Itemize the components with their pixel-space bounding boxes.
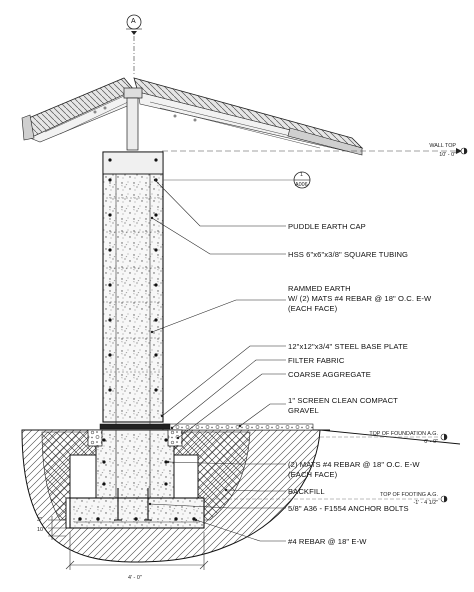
coarse-aggregate-right bbox=[168, 430, 182, 446]
puddle-earth-cap bbox=[103, 152, 163, 174]
note-hss-tubing: HSS 6"x6"x3/8" SQUARE TUBING bbox=[288, 250, 409, 259]
note-rebar-18: #4 REBAR @ 18" E-W bbox=[288, 537, 367, 546]
footing-level-label: TOP OF FOOTING A.G. bbox=[380, 492, 438, 498]
steel-base-plate bbox=[100, 424, 170, 429]
footing-body bbox=[70, 498, 204, 528]
wall-top-level-marker bbox=[461, 148, 467, 154]
note-anchor-bolts: 5/8" A36 - F1554 ANCHOR BOLTS bbox=[288, 504, 409, 513]
rammed-earth-column bbox=[103, 152, 163, 428]
wall-top-value: 10' - 0" bbox=[439, 152, 456, 158]
roof-right-slope bbox=[134, 78, 362, 148]
section-marker-letter: A bbox=[131, 18, 136, 25]
note-rammed-earth-line1: RAMMED EARTH bbox=[288, 284, 351, 293]
roof-assembly bbox=[22, 78, 362, 155]
note-mats-rebar-line1: (2) MATS #4 REBAR @ 18" O.C. E-W bbox=[288, 460, 420, 469]
note-gravel-line1: 1" SCREEN CLEAN COMPACT bbox=[288, 396, 398, 405]
note-base-plate: 12"x12"x3/4" STEEL BASE PLATE bbox=[288, 342, 408, 351]
detail-callout bbox=[163, 172, 310, 188]
gravel-strip bbox=[163, 424, 313, 430]
note-mats-rebar-line2: (EACH FACE) bbox=[288, 470, 338, 479]
wall-top-label: WALL TOP bbox=[429, 143, 456, 149]
note-filter-fabric: FILTER FABRIC bbox=[288, 356, 345, 365]
note-gravel-line2: GRAVEL bbox=[288, 406, 319, 415]
stem-wall bbox=[96, 430, 174, 498]
note-rammed-earth-line2: W/ (2) MATS #4 REBAR @ 18" O.C. E-W bbox=[288, 294, 432, 303]
foundation-stem bbox=[88, 424, 182, 505]
callout-number: 1 bbox=[300, 172, 303, 178]
column-body bbox=[103, 152, 163, 422]
foundation-level-value: 0' - 0" bbox=[424, 439, 438, 445]
note-coarse-aggregate: COARSE AGGREGATE bbox=[288, 370, 371, 379]
footing-level-value: -1' - 4 1/2" bbox=[413, 500, 438, 506]
dimension-b: 10" bbox=[37, 527, 45, 533]
coarse-aggregate-left bbox=[88, 430, 102, 446]
callout-sheet: A006 bbox=[295, 182, 308, 188]
roof-ridge-cap bbox=[124, 88, 142, 98]
note-rammed-earth-line3: (EACH FACE) bbox=[288, 304, 338, 313]
note-puddle-earth-cap: PUDDLE EARTH CAP bbox=[288, 222, 366, 231]
dimension-footing-width: 4' - 0" bbox=[128, 575, 142, 581]
dimension-a: 3" bbox=[37, 517, 42, 523]
note-backfill: BACKFILL bbox=[288, 487, 325, 496]
roof-support-post bbox=[127, 98, 138, 150]
foundation-level-label: TOP OF FOUNDATION A.G. bbox=[369, 431, 438, 437]
